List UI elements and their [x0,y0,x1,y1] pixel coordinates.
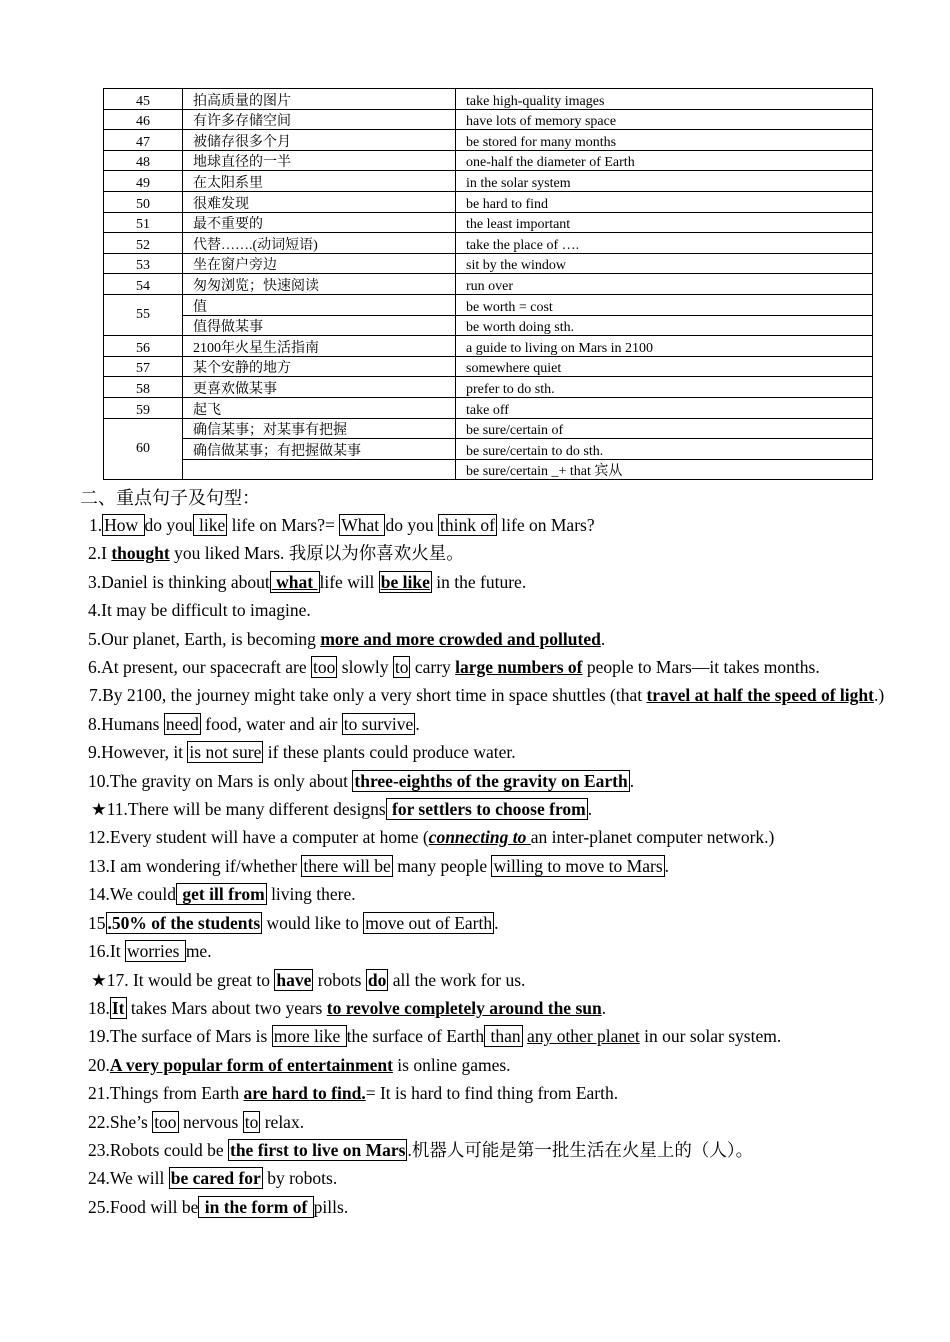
sentence-text: 22.She’s [88,1111,153,1132]
key-phrase: what [271,571,318,592]
sentence-text: 1. [89,515,103,535]
sentence-line [89,681,903,709]
vocab-number: 52 [104,233,183,254]
sentence-line [88,596,903,624]
sentence-text: . [601,997,607,1018]
key-phrase: to [244,1111,259,1132]
sentence-line [88,738,903,766]
sentence-text: 21.Things from Earth [88,1083,244,1104]
sentence-text: you liked Mars. 我原以为你喜欢火星。 [169,543,464,564]
sentence-text: 18. [88,997,110,1018]
vocab-row [104,253,873,274]
vocab-chinese: 更喜欢做某事 [183,377,456,398]
vocab-row [104,109,873,130]
key-phrase: like [194,515,226,535]
sentence-line [88,909,903,937]
sentence-text: living there. [266,884,356,905]
sentence-line [88,1022,903,1050]
vocab-english: be sure/certain to do sth. [456,439,873,460]
section-heading: 二、重点句子及句型： [80,488,260,508]
sentence-text: would like to [262,912,364,933]
vocab-chinese: 地球直径的一半 [183,150,456,171]
vocab-english: take the place of …. [456,233,873,254]
vocab-english: a guide to living on Mars in 2100 [456,336,873,357]
vocab-english: in the solar system [456,171,873,192]
vocab-row [104,356,873,377]
sentence-line [88,1051,903,1079]
sentence-text: the surface of Earth [346,1026,485,1047]
sentence-line [89,511,903,539]
sentence-text: 10.The gravity on Mars is only about [88,770,353,791]
sentence-text: . [494,912,499,933]
sentence-text: people to Mars—it takes months. [582,657,820,678]
sentence-text: many people [392,855,492,876]
sentence-line [88,767,903,795]
sentence-text: takes Mars about two years [126,997,327,1018]
sentence-text: nervous [178,1111,243,1132]
vocab-number: 50 [104,191,183,212]
sentence-text: an inter-planet computer network.) [530,827,775,848]
sentence-text: . [587,799,593,820]
vocab-row [104,212,873,233]
key-phrase: are hard to find. [243,1083,366,1104]
key-phrase: more and more crowded and polluted [320,628,601,649]
vocab-chinese [183,459,456,480]
sentence-line [88,1079,903,1107]
vocab-chinese: 拍高质量的图片 [183,89,456,110]
sentence-text: food, water and air [200,713,342,734]
sentence-text: life will [319,571,379,592]
key-phrase: is not sure [189,742,262,763]
sentence-line [88,625,903,653]
vocab-row [104,459,873,480]
key-sentences-list [88,511,903,1221]
sentence-line [88,539,903,567]
key-phrase: any other planet [527,1026,640,1047]
sentence-text: 24.We will [88,1168,169,1189]
vocab-english: sit by the window [456,253,873,274]
vocab-chinese: 被储存很多个月 [183,130,456,151]
sentence-text: 13.I am wondering if/whether [88,855,302,876]
vocab-chinese: 很难发现 [183,191,456,212]
vocab-row [104,191,873,212]
key-phrase: thought [111,543,170,564]
vocab-chinese: 坐在窗户旁边 [183,253,456,274]
sentence-line [88,994,903,1022]
sentence-text: do you [144,515,193,535]
vocab-row [104,150,873,171]
vocab-number: 46 [104,109,183,130]
sentence-text: 6.At present, our spacecraft are [88,657,312,678]
vocab-chinese: 最不重要的 [183,212,456,233]
key-phrase: do [367,969,387,990]
sentence-text: 15 [88,912,106,933]
key-phrase: worries [126,941,184,962]
vocab-row [104,130,873,151]
vocab-row [104,336,873,357]
vocab-row [104,418,873,439]
key-phrase: How [104,515,143,535]
vocab-chinese: 2100年火星生活指南 [183,336,456,357]
sentence-line [88,710,903,738]
vocab-chinese: 有许多存储空间 [183,109,456,130]
sentence-line [88,823,903,851]
vocab-chinese: 值 [183,294,456,315]
key-phrase: What [341,515,384,535]
vocab-chinese: 在太阳系里 [183,171,456,192]
vocab-chinese: 确信某事；对某事有把握 [183,418,456,439]
sentence-text: me. [185,941,212,962]
sentence-text: life on Mars? [496,515,595,535]
sentence-text: is online games. [392,1054,511,1075]
key-phrase: willing to move to Mars [493,855,663,876]
sentence-text: if these plants could produce water. [263,742,516,763]
vocab-english: take high-quality images [456,89,873,110]
sentence-line [88,852,903,880]
vocab-number: 45 [104,89,183,110]
sentence-text: 25.Food will be [88,1196,199,1217]
sentence-line [91,966,903,994]
vocab-english: be sure/certain _+ that 宾从 [456,459,873,480]
sentence-text: 16.It [88,941,125,962]
key-phrase: move out of Earth [365,912,493,933]
vocab-number: 54 [104,274,183,295]
key-phrase: be like [380,571,430,592]
key-phrase: .50% of the students [107,912,261,933]
sentence-text: ★17. It would be great to [91,969,275,990]
key-phrase: three-eighths of the gravity on Earth [354,770,628,791]
vocabulary-table [103,88,873,480]
vocab-number: 60 [104,418,183,480]
sentence-text: 23.Robots could be [88,1139,228,1160]
sentence-text: pills. [313,1196,349,1217]
vocab-english: be worth = cost [456,294,873,315]
key-phrase: to survive [343,713,414,734]
vocab-english: prefer to do sth. [456,377,873,398]
sentence-text: . [415,713,420,734]
key-phrase: be cared for [170,1168,261,1189]
sentence-text: 20. [88,1054,110,1075]
sentence-text: all the work for us. [388,969,526,990]
vocab-english: be worth doing sth. [456,315,873,336]
vocab-number: 56 [104,336,183,357]
sentence-text: by robots. [262,1168,338,1189]
sentence-text: 3.Daniel is thinking about [88,571,270,592]
vocab-chinese: 某个安静的地方 [183,356,456,377]
vocab-row [104,439,873,460]
key-phrase: the first to live on Mars [230,1139,406,1160]
sentence-text: slowly [337,657,393,678]
vocab-row [104,377,873,398]
key-phrase: in the form of [200,1196,312,1217]
sentence-text: ★11.There will be many different designs [91,799,386,820]
sentence-line [88,653,903,681]
vocab-english: one-half the diameter of Earth [456,150,873,171]
sentence-text: .) [873,685,885,706]
vocab-row [104,274,873,295]
vocab-english: the least important [456,212,873,233]
vocab-row [104,89,873,110]
key-phrase: too [154,1111,177,1132]
key-phrase: connecting to [428,827,531,848]
sentence-text: 4.It may be difficult to imagine. [88,600,311,621]
vocab-english: be sure/certain of [456,418,873,439]
sentence-text: 7.By 2100, the journey might take only a very short time in space shuttles (that [89,685,647,706]
vocab-english: be hard to find [456,191,873,212]
sentence-text: 14.We could [88,884,177,905]
key-phrase: to revolve completely around the sun [326,997,602,1018]
vocab-number: 51 [104,212,183,233]
key-phrase: It [111,997,125,1018]
key-phrase: large numbers of [455,657,583,678]
key-phrase: travel at half the speed of light [646,685,874,706]
key-phrase: than [486,1026,521,1047]
sentence-text: . [664,855,669,876]
vocab-english: be stored for many months [456,130,873,151]
key-phrase: have [276,969,312,990]
sentence-text: in our solar system. [639,1026,782,1047]
sentence-text: 2.I [88,543,112,564]
vocab-chinese: 确信做某事；有把握做某事 [183,439,456,460]
vocab-number: 55 [104,294,183,335]
sentence-text: 19.The surface of Mars is [88,1026,272,1047]
key-phrase: there will be [303,855,391,876]
sentence-line [88,1108,903,1136]
vocab-chinese: 匆匆浏览；快速阅读 [183,274,456,295]
vocab-number: 48 [104,150,183,171]
sentence-text: = It is hard to find thing from Earth. [365,1083,619,1104]
sentence-text: .机器人可能是第一批生活在火星上的（人）。 [407,1139,754,1160]
sentence-text: 9.However, it [88,742,188,763]
vocab-number: 57 [104,356,183,377]
key-phrase: A very popular form of entertainment [109,1054,393,1075]
sentence-text: 5.Our planet, Earth, is becoming [88,628,321,649]
vocab-row [104,315,873,336]
vocab-number: 49 [104,171,183,192]
sentence-text: relax. [260,1111,305,1132]
key-phrase: too [313,657,336,678]
sentence-text: . [521,571,527,592]
vocab-row [104,397,873,418]
key-phrase: more like [273,1026,345,1047]
sentence-text: . [629,770,635,791]
vocab-english: have lots of memory space [456,109,873,130]
sentence-text: 12.Every student will have a computer at home ( [88,827,429,848]
sentence-text: do you [385,515,438,535]
sentence-text: in the future [431,571,522,592]
vocab-english: somewhere quiet [456,356,873,377]
vocab-number: 59 [104,397,183,418]
vocab-row [104,233,873,254]
sentence-line [88,1136,903,1164]
sentence-line [88,568,903,596]
vocab-number: 58 [104,377,183,398]
sentence-line [88,880,903,908]
vocab-chinese: 值得做某事 [183,315,456,336]
sentence-text: life on Mars?= [227,515,340,535]
vocab-english: take off [456,397,873,418]
vocab-number: 53 [104,253,183,274]
key-phrase: think of [439,515,495,535]
sentence-line [88,1164,903,1192]
vocab-chinese: 代替…….(动词短语) [183,233,456,254]
vocab-row [104,294,873,315]
vocab-row [104,171,873,192]
key-phrase: to [394,657,409,678]
sentence-text: carry [410,657,456,678]
sentence-line [88,1193,903,1221]
vocab-chinese: 起飞 [183,397,456,418]
key-phrase: for settlers to choose from [387,799,586,820]
sentence-text: 8.Humans [88,713,164,734]
vocab-english: run over [456,274,873,295]
sentence-line [91,795,903,823]
vocab-number: 47 [104,130,183,151]
key-phrase: need [165,713,199,734]
sentence-line [88,937,903,965]
key-phrase: get ill from [178,884,265,905]
sentence-text: . [600,628,606,649]
sentence-text: robots [313,969,366,990]
